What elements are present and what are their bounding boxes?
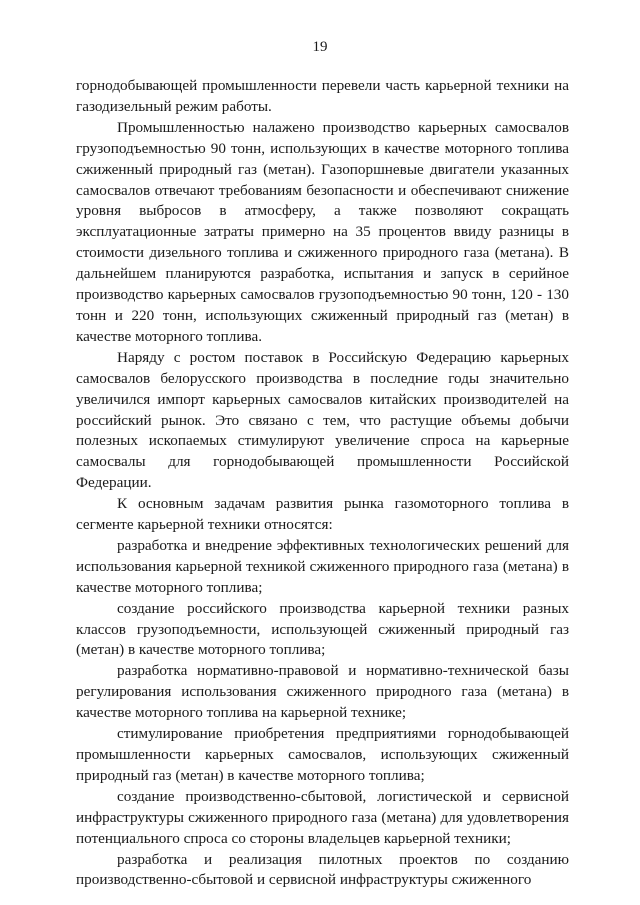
list-item-task: разработка и внедрение эффективных технологических решений для использования карьерной техникой сжиженного природного газа (метана) в качестве моторного топлива;	[76, 536, 569, 596]
list-item-task: разработка и реализация пилотных проектов по созданию производственно-сбытовой и сервисной инфраструктуры сжиженного	[76, 850, 569, 889]
list-item-task: стимулирование приобретения предприятиями горнодобывающей промышленности карьерных самосвалов, использующих сжиженный природный газ (метан) в качестве моторного топлива;	[76, 725, 569, 784]
paragraph-imports: Наряду с ростом поставок в Российскую Федерацию карьерных самосвалов белорусского производства в последние годы значительно увеличился импорт карьерных самосвалов китайских производителей на российский рынок. Это связано с тем, что растущие объемы добычи полезных ископаемых стимулируют увеличение спроса на карьерные самосвалы для горнодобывающей промышленности Российской Федерации.	[76, 348, 569, 492]
list-item-task: создание российского производства карьерной техники разных классов грузоподъемности, использующей сжиженный природный газ (метан) в качестве моторного топлива;	[76, 599, 569, 659]
document-body	[76, 76, 569, 891]
paragraph-continuation: горнодобывающей промышленности перевели часть карьерной техники на газодизельный режим работы.	[76, 77, 569, 115]
list-item-task: разработка нормативно-правовой и нормативно-технической базы регулирования использования сжиженного природного газа (метана) в качестве моторного топлива на карьерной технике;	[76, 662, 569, 722]
paragraph-tasks-intro: К основным задачам развития рынка газомоторного топлива в сегменте карьерной техники относятся:	[76, 495, 569, 534]
paragraph-production: Промышленностью налажено производство карьерных самосвалов грузоподъемностью 90 тонн, использующих в качестве моторного топлива сжиженный природный газ (метан). Газопоршневые двигатели указанных самосвалов отвечают требованиям безопасности и обеспечивают снижение уровня выбросов в атмосферу, а также позволяют сокращать эксплуатационные затраты примерно на 35 процентов ввиду разницы в стоимости дизельного топлива и сжиженного природного газа (метана). В дальнейшем планируются разработка, испытания и запуск в серийное производство карьерных самосвалов грузоподъемностью 90 тонн, 120 - 130 тонн и 220 тонн, использующих сжиженный природный газ (метан) в качестве моторного топлива.	[76, 118, 569, 345]
list-item-task: создание производственно-сбытовой, логистической и сервисной инфраструктуры сжиженного природного газа (метана) для удовлетворения потенциального спроса со стороны владельцев карьерной техники;	[76, 787, 569, 847]
page-number: 19	[312, 39, 328, 55]
